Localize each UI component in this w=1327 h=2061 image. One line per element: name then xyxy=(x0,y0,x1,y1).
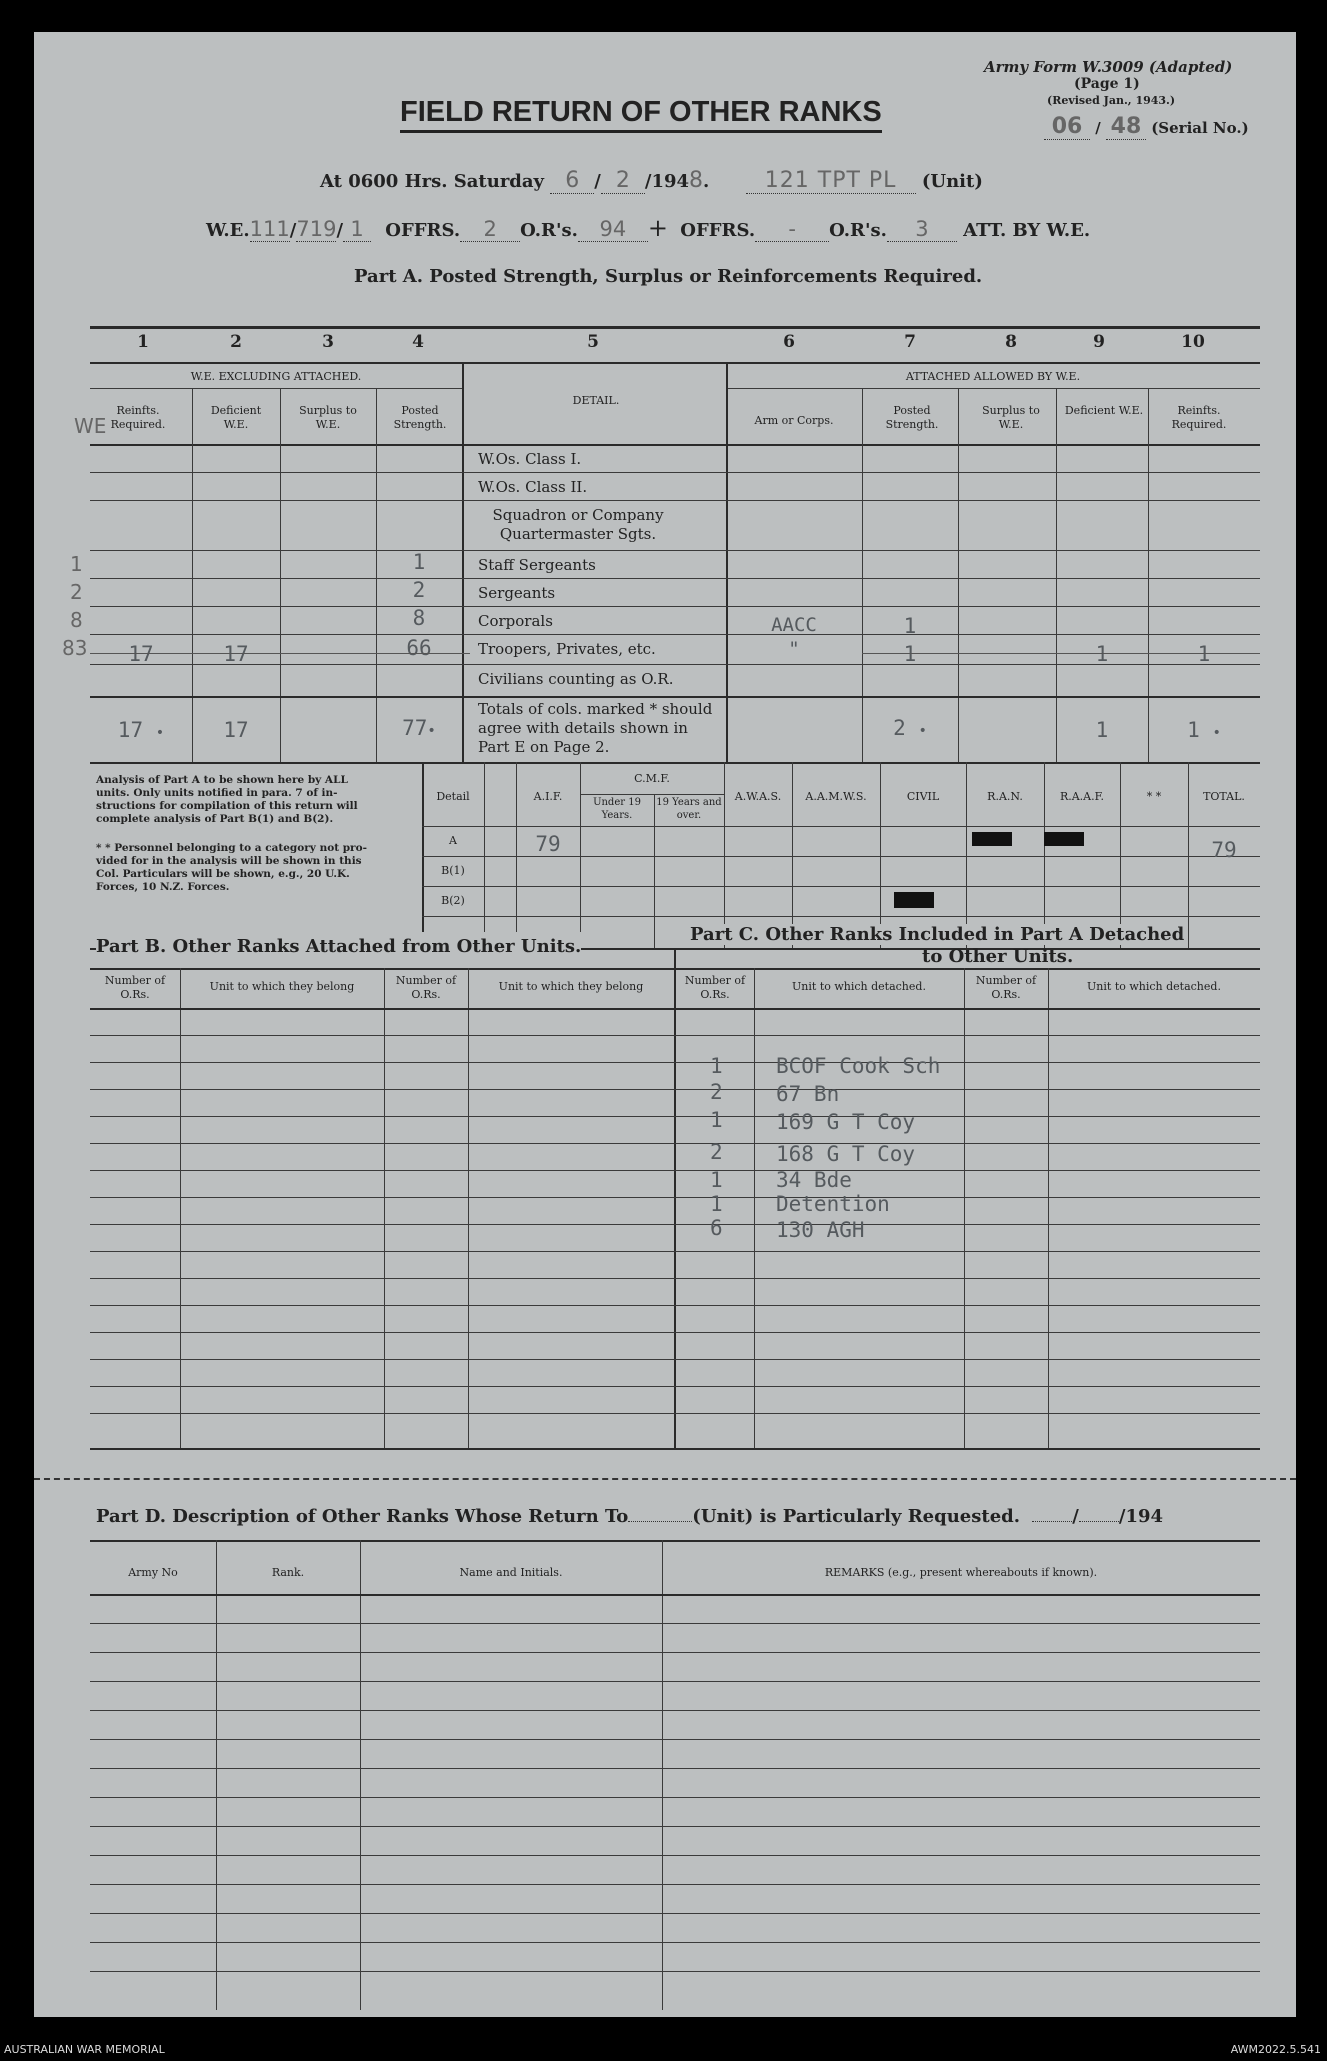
part-c-title-1: Part C. Other Ranks Included in Part A Detached xyxy=(690,924,1185,945)
total-att-reinfts-mark: • xyxy=(1212,725,1221,741)
perforation-line xyxy=(34,1478,1296,1480)
part-c-hdr-num-2: Number of O.Rs. xyxy=(975,974,1037,1001)
year-prefix: /194 xyxy=(644,171,690,192)
header-line-2 xyxy=(206,214,1090,242)
total-posted xyxy=(376,716,462,740)
hdr-deficient-we: Deficient W.E. xyxy=(210,404,262,431)
part-c-entry-unit-2: 67 Bn xyxy=(776,1082,840,1106)
analysis-hdr-cmf: C.M.F. xyxy=(634,772,670,785)
form-id-adapted: (Adapted) xyxy=(1148,58,1233,76)
analysis-hdr-over19: 19 Years and over. xyxy=(656,797,722,821)
serial-number xyxy=(1044,114,1249,140)
offrs-2-label: OFFRS. xyxy=(680,220,756,241)
part-b-title: Part B. Other Ranks Attached from Other Units. xyxy=(96,932,581,961)
total-att-reinfts-val: 1 xyxy=(1187,718,1200,742)
analysis-hdr-total: TOTAL. xyxy=(1203,790,1245,803)
deficient-privates: 17 xyxy=(223,642,249,666)
att-posted-cpls: 1 xyxy=(903,614,917,638)
analysis-note-2 xyxy=(96,842,367,894)
part-c-entry-num-2: 2 xyxy=(710,1080,723,1104)
total-posted-mark: • xyxy=(427,723,436,739)
part-c-entry-unit-5: 34 Bde xyxy=(776,1168,852,1192)
analysis-hdr-awas: A.W.A.S. xyxy=(734,790,782,803)
part-b-hdr-num-1: Number of O.Rs. xyxy=(104,974,166,1001)
part-c-title-2: to Other Units. xyxy=(922,946,1074,967)
part-c-entry-num-3: 1 xyxy=(710,1108,723,1132)
att-label: ATT. BY W.E. xyxy=(963,220,1091,241)
analysis-hdr-aif: A.I.F. xyxy=(533,790,563,803)
analysis-hdr-detail: Detail xyxy=(436,790,470,803)
detail-civilians: Civilians counting as O.R. xyxy=(478,670,674,688)
col-num-2: 2 xyxy=(230,332,242,352)
part-d-hdr-remarks: REMARKS (e.g., present whereabouts if known). xyxy=(824,1566,1098,1579)
at-hrs-label: At 0600 Hrs. Saturday xyxy=(320,171,545,192)
note1-line4: complete analysis of Part B(1) and B(2). xyxy=(96,813,334,825)
note1-line2: units. Only units notified in para. 7 of in- xyxy=(96,787,338,799)
total-deficient: 17 xyxy=(223,718,249,742)
reinfts-privates: 17 xyxy=(128,642,154,666)
col-num-5: 5 xyxy=(587,332,599,352)
form-id xyxy=(984,58,1232,76)
part-c-hdr-num-1: Number of O.Rs. xyxy=(684,974,746,1001)
note2-line4: Forces, 10 N.Z. Forces. xyxy=(96,881,230,893)
detail-corporals: Corporals xyxy=(478,612,553,630)
posted-cpls: 8 xyxy=(412,606,426,630)
analysis-note-1 xyxy=(96,774,358,826)
part-d-hdr-army-no: Army No xyxy=(128,1566,178,1579)
part-c-hdr-unit-1: Unit to which detached. xyxy=(792,980,926,993)
part-c-entry-unit-3: 169 G T Coy xyxy=(776,1110,916,1134)
total-reinfts-val: 17 xyxy=(117,718,144,742)
period: . xyxy=(703,171,710,192)
margin-privates: 83 xyxy=(62,636,88,660)
unit-field: 121 TPT PL xyxy=(746,168,916,194)
part-c-entry-num-5: 1 xyxy=(710,1168,723,1192)
part-d-title-mid: (Unit) is Particularly Requested. xyxy=(692,1506,1021,1527)
hdr-surplus-we-att: Surplus to W.E. xyxy=(982,404,1040,431)
part-b-hdr-unit-2: Unit to which they belong xyxy=(498,980,644,993)
page-title: FIELD RETURN OF OTHER RANKS xyxy=(400,94,882,133)
hdr-posted-strength: Posted Strength. xyxy=(393,404,447,431)
posted-staff-sgts: 1 xyxy=(412,550,426,574)
margin-staff-sgts: 1 xyxy=(70,552,83,576)
footer-accession-number: AWM2022.5.541 xyxy=(1230,2043,1321,2056)
total-att-deficient: 1 xyxy=(1095,718,1109,742)
hdr-reinfts-required-att: Reinfts. Required. xyxy=(1171,404,1227,431)
year-digit: 8 xyxy=(689,168,704,193)
col-num-9: 9 xyxy=(1093,332,1105,352)
part-d-hdr-rank: Rank. xyxy=(271,1566,305,1579)
col-num-3: 3 xyxy=(322,332,334,352)
note1-line3: structions for compilation of this return will xyxy=(96,800,358,812)
analysis-hdr-raaf: R.A.A.F. xyxy=(1059,790,1105,803)
part-d-unit-blank xyxy=(628,1521,692,1522)
we-margin-note: WE xyxy=(74,414,107,438)
offrs-2-val: - xyxy=(755,217,829,242)
note2-line2: vided for in the analysis will be shown in this xyxy=(96,855,362,867)
detail-privates: Troopers, Privates, etc. xyxy=(478,640,656,658)
col-num-1: 1 xyxy=(137,332,149,352)
col-num-10: 10 xyxy=(1181,332,1205,352)
hdr-reinfts-required: Reinfts. Required. xyxy=(110,404,166,431)
we-val-2: 719 xyxy=(296,217,337,241)
posted-privates: 66 xyxy=(406,636,432,660)
margin-sgts: 2 xyxy=(70,580,83,604)
att-arm-cpls: AACC xyxy=(771,614,817,636)
serial-num: 06 xyxy=(1044,114,1090,140)
att-deficient-privates: 1 xyxy=(1095,642,1109,666)
posted-sgts: 2 xyxy=(412,578,426,602)
part-b-hdr-num-2: Number of O.Rs. xyxy=(395,974,457,1001)
we-slash-b: / xyxy=(336,220,344,241)
offrs-1-val: 2 xyxy=(460,217,520,242)
col-num-7: 7 xyxy=(904,332,916,352)
ors-1-label: O.R's. xyxy=(520,220,578,241)
we-label: W.E. xyxy=(206,220,250,241)
part-d-title xyxy=(96,1506,1163,1527)
total-posted-val: 77 xyxy=(402,716,428,740)
form-id-line1: Army Form W.3009 xyxy=(984,58,1144,76)
analysis-row-b1: B(1) xyxy=(441,864,465,877)
part-b-hdr-unit-1: Unit to which they belong xyxy=(209,980,355,993)
hdr-arm-corps: Arm or Corps. xyxy=(754,414,834,427)
part-c-entry-unit-6: Detention xyxy=(776,1192,890,1216)
part-d-date-blank-1 xyxy=(1032,1521,1072,1522)
analysis-row-b2: B(2) xyxy=(441,894,465,907)
attached-header: ATTACHED ALLOWED BY W.E. xyxy=(905,370,1081,383)
serial-label: (Serial No.) xyxy=(1151,119,1249,137)
detail-wo-class-2: W.Os. Class II. xyxy=(478,478,588,496)
part-c-entry-num-6: 1 xyxy=(710,1192,723,1216)
part-c-entry-unit-1: BCOF Cook Sch xyxy=(776,1054,941,1078)
part-d-date-slash: / xyxy=(1072,1506,1079,1527)
part-d-hdr-name: Name and Initials. xyxy=(459,1566,563,1579)
analysis-hdr-star: * * xyxy=(1146,790,1162,803)
detail-wo-class-1: W.Os. Class I. xyxy=(478,450,582,468)
margin-cpls: 8 xyxy=(70,608,83,632)
form-page: (Page 1) xyxy=(1074,76,1140,92)
analysis-hdr-ran: R.A.N. xyxy=(987,790,1023,803)
att-reinfts-privates: 1 xyxy=(1197,642,1211,666)
detail-sergeants: Sergeants xyxy=(478,584,556,602)
detail-totals: Totals of cols. marked * should agree with details shown in Part E on Page 2. xyxy=(478,700,713,756)
col-num-4: 4 xyxy=(412,332,424,352)
part-a-title: Part A. Posted Strength, Surplus or Reinforcements Required. xyxy=(354,266,983,287)
day-field: 6 xyxy=(550,168,594,194)
ors-2-label: O.R's. xyxy=(829,220,887,241)
we-excluding-header: W.E. EXCLUDING ATTACHED. xyxy=(190,370,362,383)
date-slash: / xyxy=(594,171,601,192)
total-reinfts xyxy=(90,718,192,742)
note2-line3: Col. Particulars will be shown, e.g., 20 U.K. xyxy=(96,868,350,880)
total-att-posted-mark: • xyxy=(918,723,927,739)
part-c-hdr-unit-2: Unit to which detached. xyxy=(1087,980,1221,993)
total-att-posted-val: 2 xyxy=(893,716,906,740)
we-val-1: 111 xyxy=(249,217,290,241)
analysis-hdr-aamws: A.A.M.W.S. xyxy=(805,790,867,803)
part-d-title-text: Part D. Description of Other Ranks Whose Return To xyxy=(96,1506,629,1527)
total-reinfts-mark: • xyxy=(155,725,165,741)
part-c-entry-unit-7: 130 AGH xyxy=(776,1218,865,1242)
detail-staff-sergeants: Staff Sergeants xyxy=(478,556,596,574)
we-val-3: 1 xyxy=(343,217,371,242)
analysis-hdr-under19: Under 19 Years. xyxy=(593,797,641,821)
offrs-1-label: OFFRS. xyxy=(385,220,461,241)
month-field: 2 xyxy=(601,168,645,194)
part-d-year: /194 xyxy=(1118,1506,1164,1527)
hdr-surplus-we: Surplus to W.E. xyxy=(299,404,357,431)
note1-line1: Analysis of Part A to be shown here by ALL xyxy=(96,774,348,786)
form-sheet xyxy=(34,32,1296,2017)
ors-2-val: 3 xyxy=(887,217,957,242)
serial-year: 48 xyxy=(1106,114,1146,140)
col-num-6: 6 xyxy=(783,332,795,352)
hdr-posted-strength-att: Posted Strength. xyxy=(885,404,939,431)
att-posted-privates: 1 xyxy=(903,642,917,666)
part-c-entry-num-4: 2 xyxy=(710,1140,723,1164)
unit-label: (Unit) xyxy=(921,171,983,192)
total-att-reinfts xyxy=(1148,718,1260,742)
total-att-posted xyxy=(862,716,958,740)
note2-line1: * * Personnel belonging to a category not pro- xyxy=(96,842,367,854)
footer-credit: AUSTRALIAN WAR MEMORIAL xyxy=(4,2043,165,2056)
part-d-date-blank-2 xyxy=(1079,1521,1119,1522)
detail-cqms: Squadron or Company Quartermaster Sgts. xyxy=(492,506,664,543)
analysis-a-aif: 79 xyxy=(535,832,561,856)
we-slash-a: / xyxy=(289,220,297,241)
att-arm-privates: " xyxy=(788,638,800,660)
redaction-ran xyxy=(972,832,1012,846)
col-num-8: 8 xyxy=(1005,332,1017,352)
plus-sign: + xyxy=(647,214,668,242)
part-c-entry-unit-4: 168 G T Coy xyxy=(776,1142,916,1166)
serial-sep: / xyxy=(1095,119,1101,137)
detail-header: DETAIL. xyxy=(572,394,620,407)
analysis-a-total: 79 xyxy=(1211,838,1237,862)
redaction-raaf xyxy=(1044,832,1084,846)
part-c-entry-num-1: 1 xyxy=(710,1054,723,1078)
part-c-entry-num-7: 6 xyxy=(710,1216,723,1240)
form-revised: (Revised Jan., 1943.) xyxy=(1047,94,1176,107)
header-line-1 xyxy=(320,168,983,194)
ors-1-val: 94 xyxy=(578,217,648,242)
analysis-row-a: A xyxy=(449,834,457,847)
analysis-hdr-civil: CIVIL xyxy=(906,790,940,803)
hdr-deficient-we-att: Deficient W.E. xyxy=(1064,404,1144,417)
redaction-civil xyxy=(894,892,934,908)
